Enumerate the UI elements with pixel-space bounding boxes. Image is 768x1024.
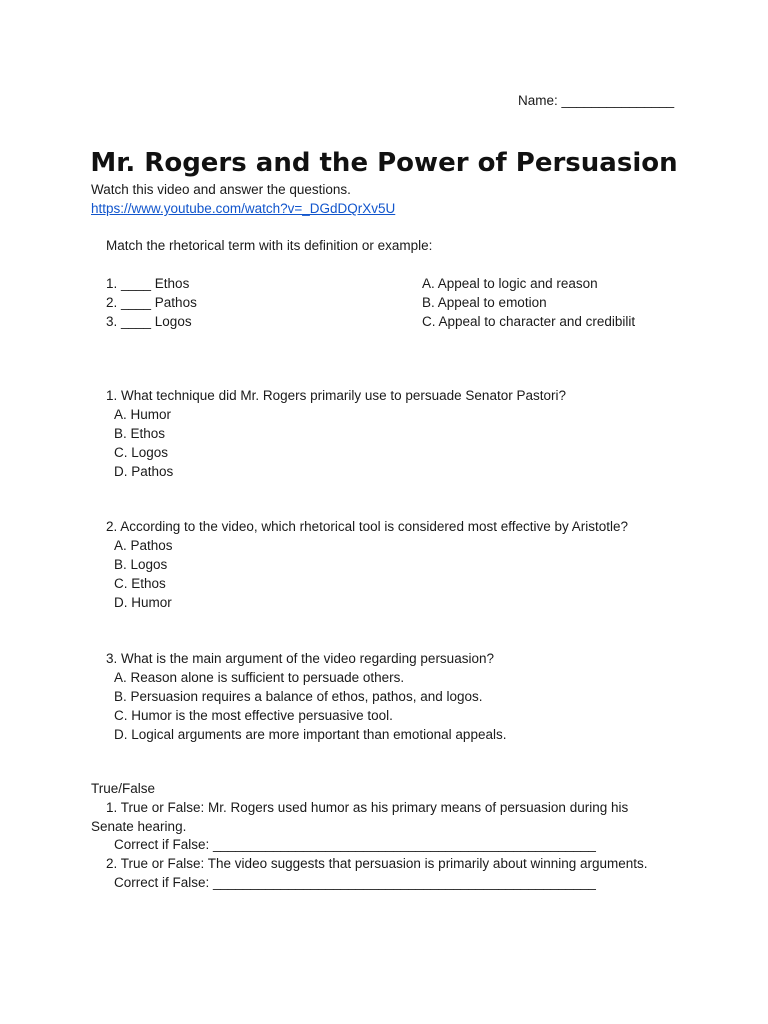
true-false-item-1-continued: Senate hearing. bbox=[91, 819, 187, 834]
answer-option: A. Reason alone is sufficient to persuade others. bbox=[114, 670, 405, 685]
matching-term: 3. ____ Logos bbox=[106, 314, 192, 329]
question-text: 1. What technique did Mr. Rogers primarily use to persuade Senator Pastori? bbox=[106, 388, 566, 403]
answer-option: C. Logos bbox=[114, 445, 169, 460]
answer-option: D. Pathos bbox=[114, 464, 174, 479]
matching-instruction: Match the rhetorical term with its definition or example: bbox=[106, 238, 433, 253]
answer-option: C. Humor is the most effective persuasive tool. bbox=[114, 708, 393, 723]
page-title: Mr. Rogers and the Power of Persuasion bbox=[90, 148, 678, 178]
answer-option: B. Persuasion requires a balance of ethos, pathos, and logos. bbox=[114, 689, 483, 704]
video-link[interactable]: https://www.youtube.com/watch?v=_DGdDQrXv5U bbox=[91, 201, 396, 216]
matching-definitions-list bbox=[422, 274, 635, 331]
matching-definition: B. Appeal to emotion bbox=[422, 295, 547, 310]
matching-term: 2. ____ Pathos bbox=[106, 295, 197, 310]
answer-option: B. Logos bbox=[114, 557, 168, 572]
true-false-item-2: 2. True or False: The video suggests that persuasion is primarily about winning arguments. bbox=[106, 856, 648, 871]
answer-option: A. Pathos bbox=[114, 538, 173, 553]
correct-if-false-line-2: Correct if False: ___________________________________________________ bbox=[114, 875, 596, 890]
name-field-label: Name: _______________ bbox=[518, 93, 675, 108]
question-text: 2. According to the video, which rhetorical tool is considered most effective by Aristotle? bbox=[106, 519, 629, 534]
question-3 bbox=[106, 649, 506, 744]
question-text: 3. What is the main argument of the video regarding persuasion? bbox=[106, 651, 494, 666]
true-false-heading: True/False bbox=[91, 781, 156, 796]
matching-terms-list bbox=[106, 274, 197, 331]
matching-definition: C. Appeal to character and credibilit bbox=[422, 314, 636, 329]
answer-option: D. Humor bbox=[114, 595, 172, 610]
correct-if-false-line-1: Correct if False: ___________________________________________________ bbox=[114, 837, 596, 852]
intro-instruction: Watch this video and answer the questions. bbox=[91, 182, 351, 197]
answer-option: A. Humor bbox=[114, 407, 172, 422]
true-false-item-1: 1. True or False: Mr. Rogers used humor as his primary means of persuasion during his bbox=[106, 800, 629, 815]
answer-option: B. Ethos bbox=[114, 426, 166, 441]
matching-term: 1. ____ Ethos bbox=[106, 276, 190, 291]
question-2 bbox=[106, 517, 628, 612]
answer-option: C. Ethos bbox=[114, 576, 166, 591]
question-1 bbox=[106, 386, 566, 481]
answer-option: D. Logical arguments are more important than emotional appeals. bbox=[114, 727, 507, 742]
matching-definition: A. Appeal to logic and reason bbox=[422, 276, 598, 291]
